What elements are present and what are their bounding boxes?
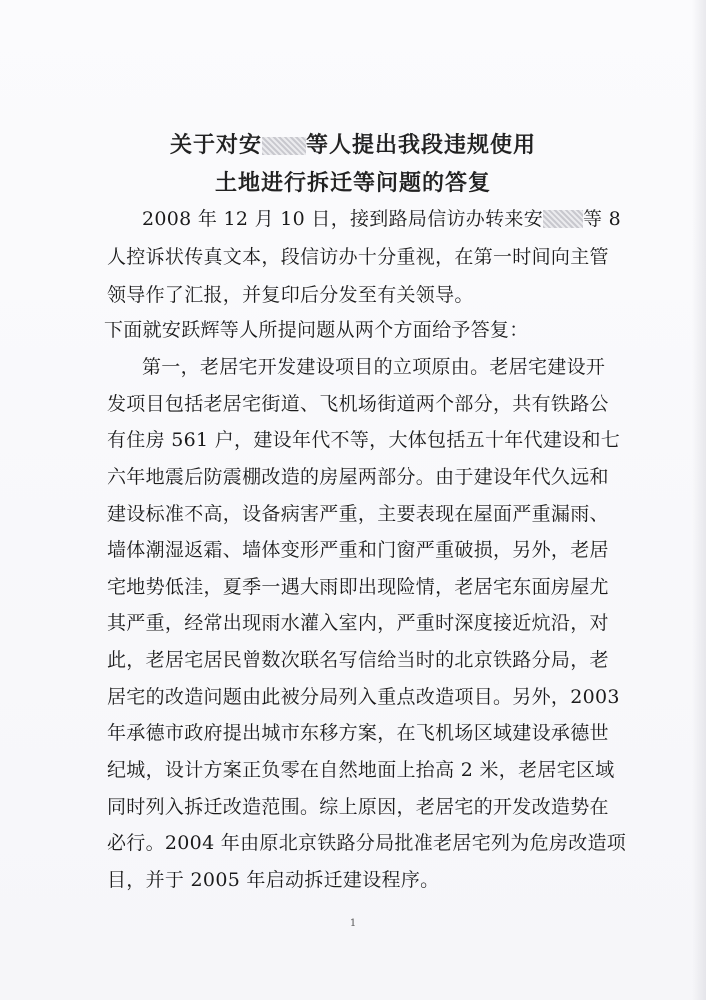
scan-edge-shadow: [692, 0, 706, 1000]
paragraph-line-1: [142, 207, 622, 231]
paragraph-line-11: 宅地势低洼，夏季一遇大雨即出现险情，老居宅东面房屋尤: [107, 576, 609, 598]
redaction-mark: [543, 210, 583, 228]
paragraph-line-14: 居宅的改造问题由此被分局列入重点改造项目。另外，2003: [107, 686, 620, 708]
paragraph-line-9: 建设标准不高，设备病害严重，主要表现在屋面严重漏雨、: [107, 503, 609, 525]
paragraph-line-3: 领导作了汇报，并复印后分发至有关领导。: [107, 284, 474, 306]
paragraph-line-13: 此，老居宅居民曾数次联名写信给当时的北京铁路分局，老: [107, 649, 609, 671]
line-text: 2008 年 12 月 10 日，接到路局信访办转来安: [142, 208, 544, 230]
paragraph-line-17: 同时列入拆迁改造范围。综上原因，老居宅的开发改造势在: [107, 796, 609, 818]
paragraph-line-7: 有住房 561 户，建设年代不等，大体包括五十年代建设和七: [107, 429, 621, 451]
paragraph-line-2: 人控诉状传真文本，段信访办十分重视，在第一时间向主管: [107, 246, 609, 268]
document-title-line-1: [0, 128, 706, 159]
document-title-line-2: 土地进行拆迁等问题的答复: [214, 170, 491, 196]
paragraph-line-18: 必行。2004 年由原北京铁路分局批准老居宅列为危房改造项: [107, 832, 627, 854]
line-text-suffix: 等 8: [583, 208, 622, 230]
paragraph-line-4: 下面就安跃辉等人所提问题从两个方面给予答复：: [104, 319, 529, 341]
paragraph-line-16: 纪城，设计方案正负零在自然地面上抬高 2 米，老居宅区域: [107, 759, 615, 781]
paragraph-line-10: 墙体潮湿返霜、墙体变形严重和门窗严重破损，另外，老居: [107, 539, 609, 561]
redaction-mark: [262, 137, 306, 155]
page-number: 1: [349, 918, 357, 929]
title-text-post: 等人提出我段违规使用: [306, 132, 537, 158]
paragraph-line-12: 其严重，经常出现雨水灌入室内，严重时深度接近炕沿，对: [107, 612, 609, 634]
title-text-pre: 关于对安: [169, 132, 262, 158]
paragraph-line-15: 年承德市政府提出城市东移方案，在飞机场区域建设承德世: [107, 722, 609, 744]
paragraph-line-8: 六年地震后防震棚改造的房屋两部分。由于建设年代久远和: [107, 466, 609, 488]
paragraph-line-19: 目，并于 2005 年启动拆迁建设程序。: [107, 869, 440, 891]
paragraph-line-6: 发项目包括老居宅街道、飞机场街道两个部分，共有铁路公: [107, 393, 609, 415]
paragraph-line-5: 第一，老居宅开发建设项目的立项原由。老居宅建设开: [142, 356, 606, 378]
